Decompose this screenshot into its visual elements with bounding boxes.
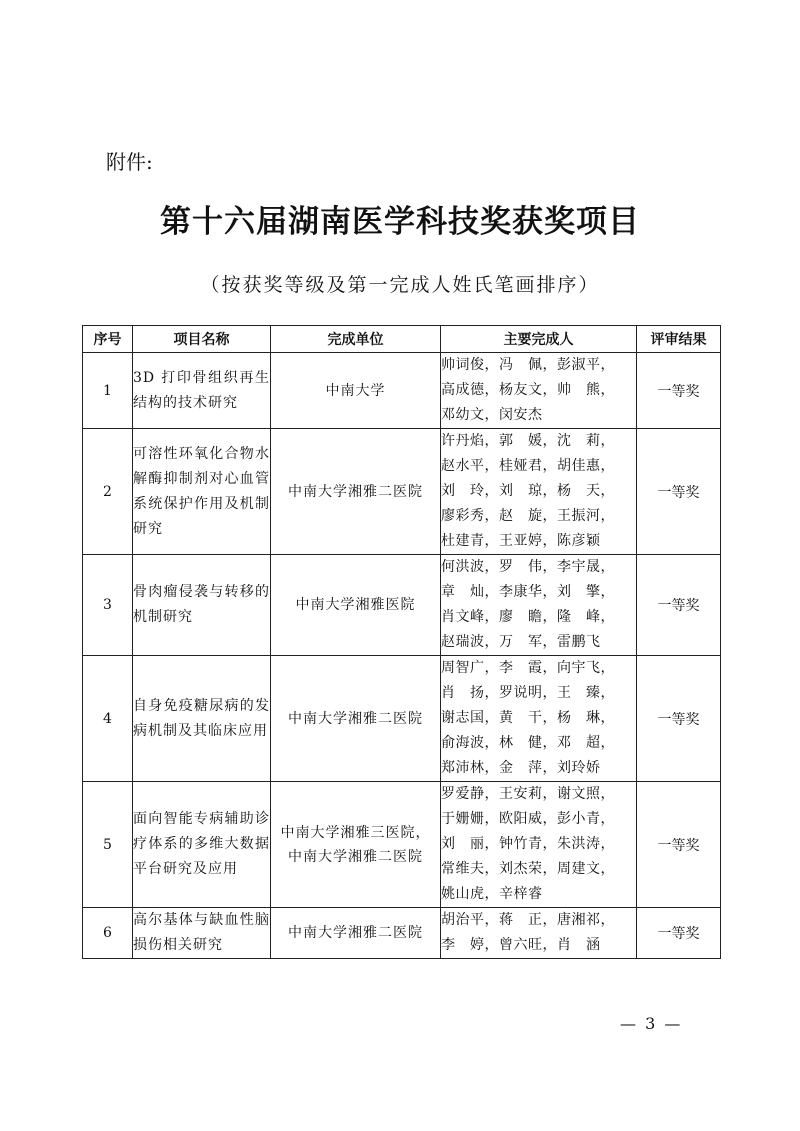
page-title: 第十六届湖南医学科技奖获奖项目	[160, 204, 640, 240]
row-number: 2	[83, 429, 133, 555]
attachment-label: 附件:	[106, 150, 153, 174]
unit-line: 中南大学湘雅二医院	[288, 710, 423, 727]
people-line: 帅词俊，冯 佩，彭淑平，	[441, 357, 615, 373]
people-line: 于姗姗，欧阳威，彭小青，	[441, 811, 615, 827]
people-line: 姚山虎，辛梓睿	[441, 886, 543, 902]
main-contributors	[441, 656, 637, 782]
row-number: 3	[83, 555, 133, 656]
completion-unit	[271, 555, 441, 656]
header-name: 项目名称	[133, 326, 271, 353]
people-line: 杜建青，王亚婷，陈彦颖	[441, 533, 601, 549]
table-row	[83, 555, 721, 656]
project-name: 高尔基体与缺血性脑损伤相关研究	[133, 908, 271, 959]
main-contributors	[441, 429, 637, 555]
people-line: 周智广，李 霞，向宇飞，	[441, 660, 615, 676]
project-name: 3D 打印骨组织再生结构的技术研究	[133, 353, 271, 429]
award-result: 一等奖	[637, 353, 721, 429]
row-number: 5	[83, 782, 133, 908]
table-row	[83, 908, 721, 959]
row-number: 6	[83, 908, 133, 959]
award-result: 一等奖	[637, 782, 721, 908]
people-line: 邓幼文，闵安杰	[441, 407, 543, 423]
people-line: 肖 扬，罗说明，王 臻，	[441, 685, 615, 701]
row-number: 1	[83, 353, 133, 429]
project-name: 自身免疫糖尿病的发病机制及其临床应用	[133, 656, 271, 782]
people-line: 俞海波，林 健，邓 超，	[441, 735, 615, 751]
people-line: 许丹焰，郭 媛，沈 莉，	[441, 433, 615, 449]
award-result: 一等奖	[637, 656, 721, 782]
completion-unit	[271, 656, 441, 782]
people-line: 赵瑞波，万 军，雷鹏飞	[441, 634, 601, 650]
header-result: 评审结果	[637, 326, 721, 353]
people-line: 胡治平，蒋 正，唐湘祁，	[441, 912, 615, 928]
completion-unit	[271, 353, 441, 429]
people-line: 章 灿，李康华，刘 擎，	[441, 584, 615, 600]
table-row	[83, 782, 721, 908]
unit-line: 中南大学湘雅二医院	[288, 848, 423, 865]
people-line: 何洪波，罗 伟，李宇晟，	[441, 559, 615, 575]
page-number: — 3 —	[620, 1014, 683, 1033]
main-contributors	[441, 353, 637, 429]
table-row	[83, 656, 721, 782]
people-line: 刘 玲，刘 琼，杨 天，	[441, 483, 615, 499]
project-name: 面向智能专病辅助诊疗体系的多维大数据平台研究及应用	[133, 782, 271, 908]
main-contributors	[441, 555, 637, 656]
row-number: 4	[83, 656, 133, 782]
header-no: 序号	[83, 326, 133, 353]
table-row	[83, 429, 721, 555]
table-row	[83, 353, 721, 429]
header-unit: 完成单位	[271, 326, 441, 353]
unit-line: 中南大学湘雅医院	[295, 597, 416, 613]
main-contributors	[441, 908, 637, 959]
award-result: 一等奖	[637, 429, 721, 555]
people-line: 谢志国，黄 干，杨 琳，	[441, 710, 615, 726]
project-name: 可溶性环氧化合物水解酶抑制剂对心血管系统保护作用及机制研究	[133, 429, 271, 555]
people-line: 刘 丽，钟竹青，朱洪涛，	[441, 836, 615, 852]
people-line: 李 婷，曾六旺，肖 涵	[441, 937, 601, 953]
unit-line: 中南大学湘雅二医院	[288, 925, 423, 941]
people-line: 高成德，杨友文，帅 熊，	[441, 382, 615, 398]
awards-table	[82, 325, 721, 959]
main-contributors	[441, 782, 637, 908]
table-header-row	[83, 326, 721, 353]
award-result: 一等奖	[637, 908, 721, 959]
people-line: 罗爱静，王安莉，谢文照，	[441, 786, 615, 802]
people-line: 常维夫，刘杰荣，周建文，	[441, 861, 615, 877]
header-people: 主要完成人	[441, 326, 637, 353]
people-line: 郑沛林，金 萍，刘玲娇	[441, 760, 601, 776]
unit-line: 中南大学	[325, 382, 386, 399]
completion-unit	[271, 908, 441, 959]
completion-unit	[271, 782, 441, 908]
people-line: 肖文峰，廖 瞻，隆 峰，	[441, 609, 615, 625]
unit-line: 中南大学湘雅二医院	[288, 483, 423, 500]
award-result: 一等奖	[637, 555, 721, 656]
unit-line: 中南大学湘雅三医院，	[280, 824, 431, 841]
project-name: 骨肉瘤侵袭与转移的机制研究	[133, 555, 271, 656]
completion-unit	[271, 429, 441, 555]
people-line: 赵水平，桂娅君，胡佳惠，	[441, 458, 615, 474]
page-subtitle: （按获奖等级及第一完成人姓氏笔画排序）	[200, 274, 600, 296]
people-line: 廖彩秀，赵 旋，王振河，	[441, 508, 615, 524]
